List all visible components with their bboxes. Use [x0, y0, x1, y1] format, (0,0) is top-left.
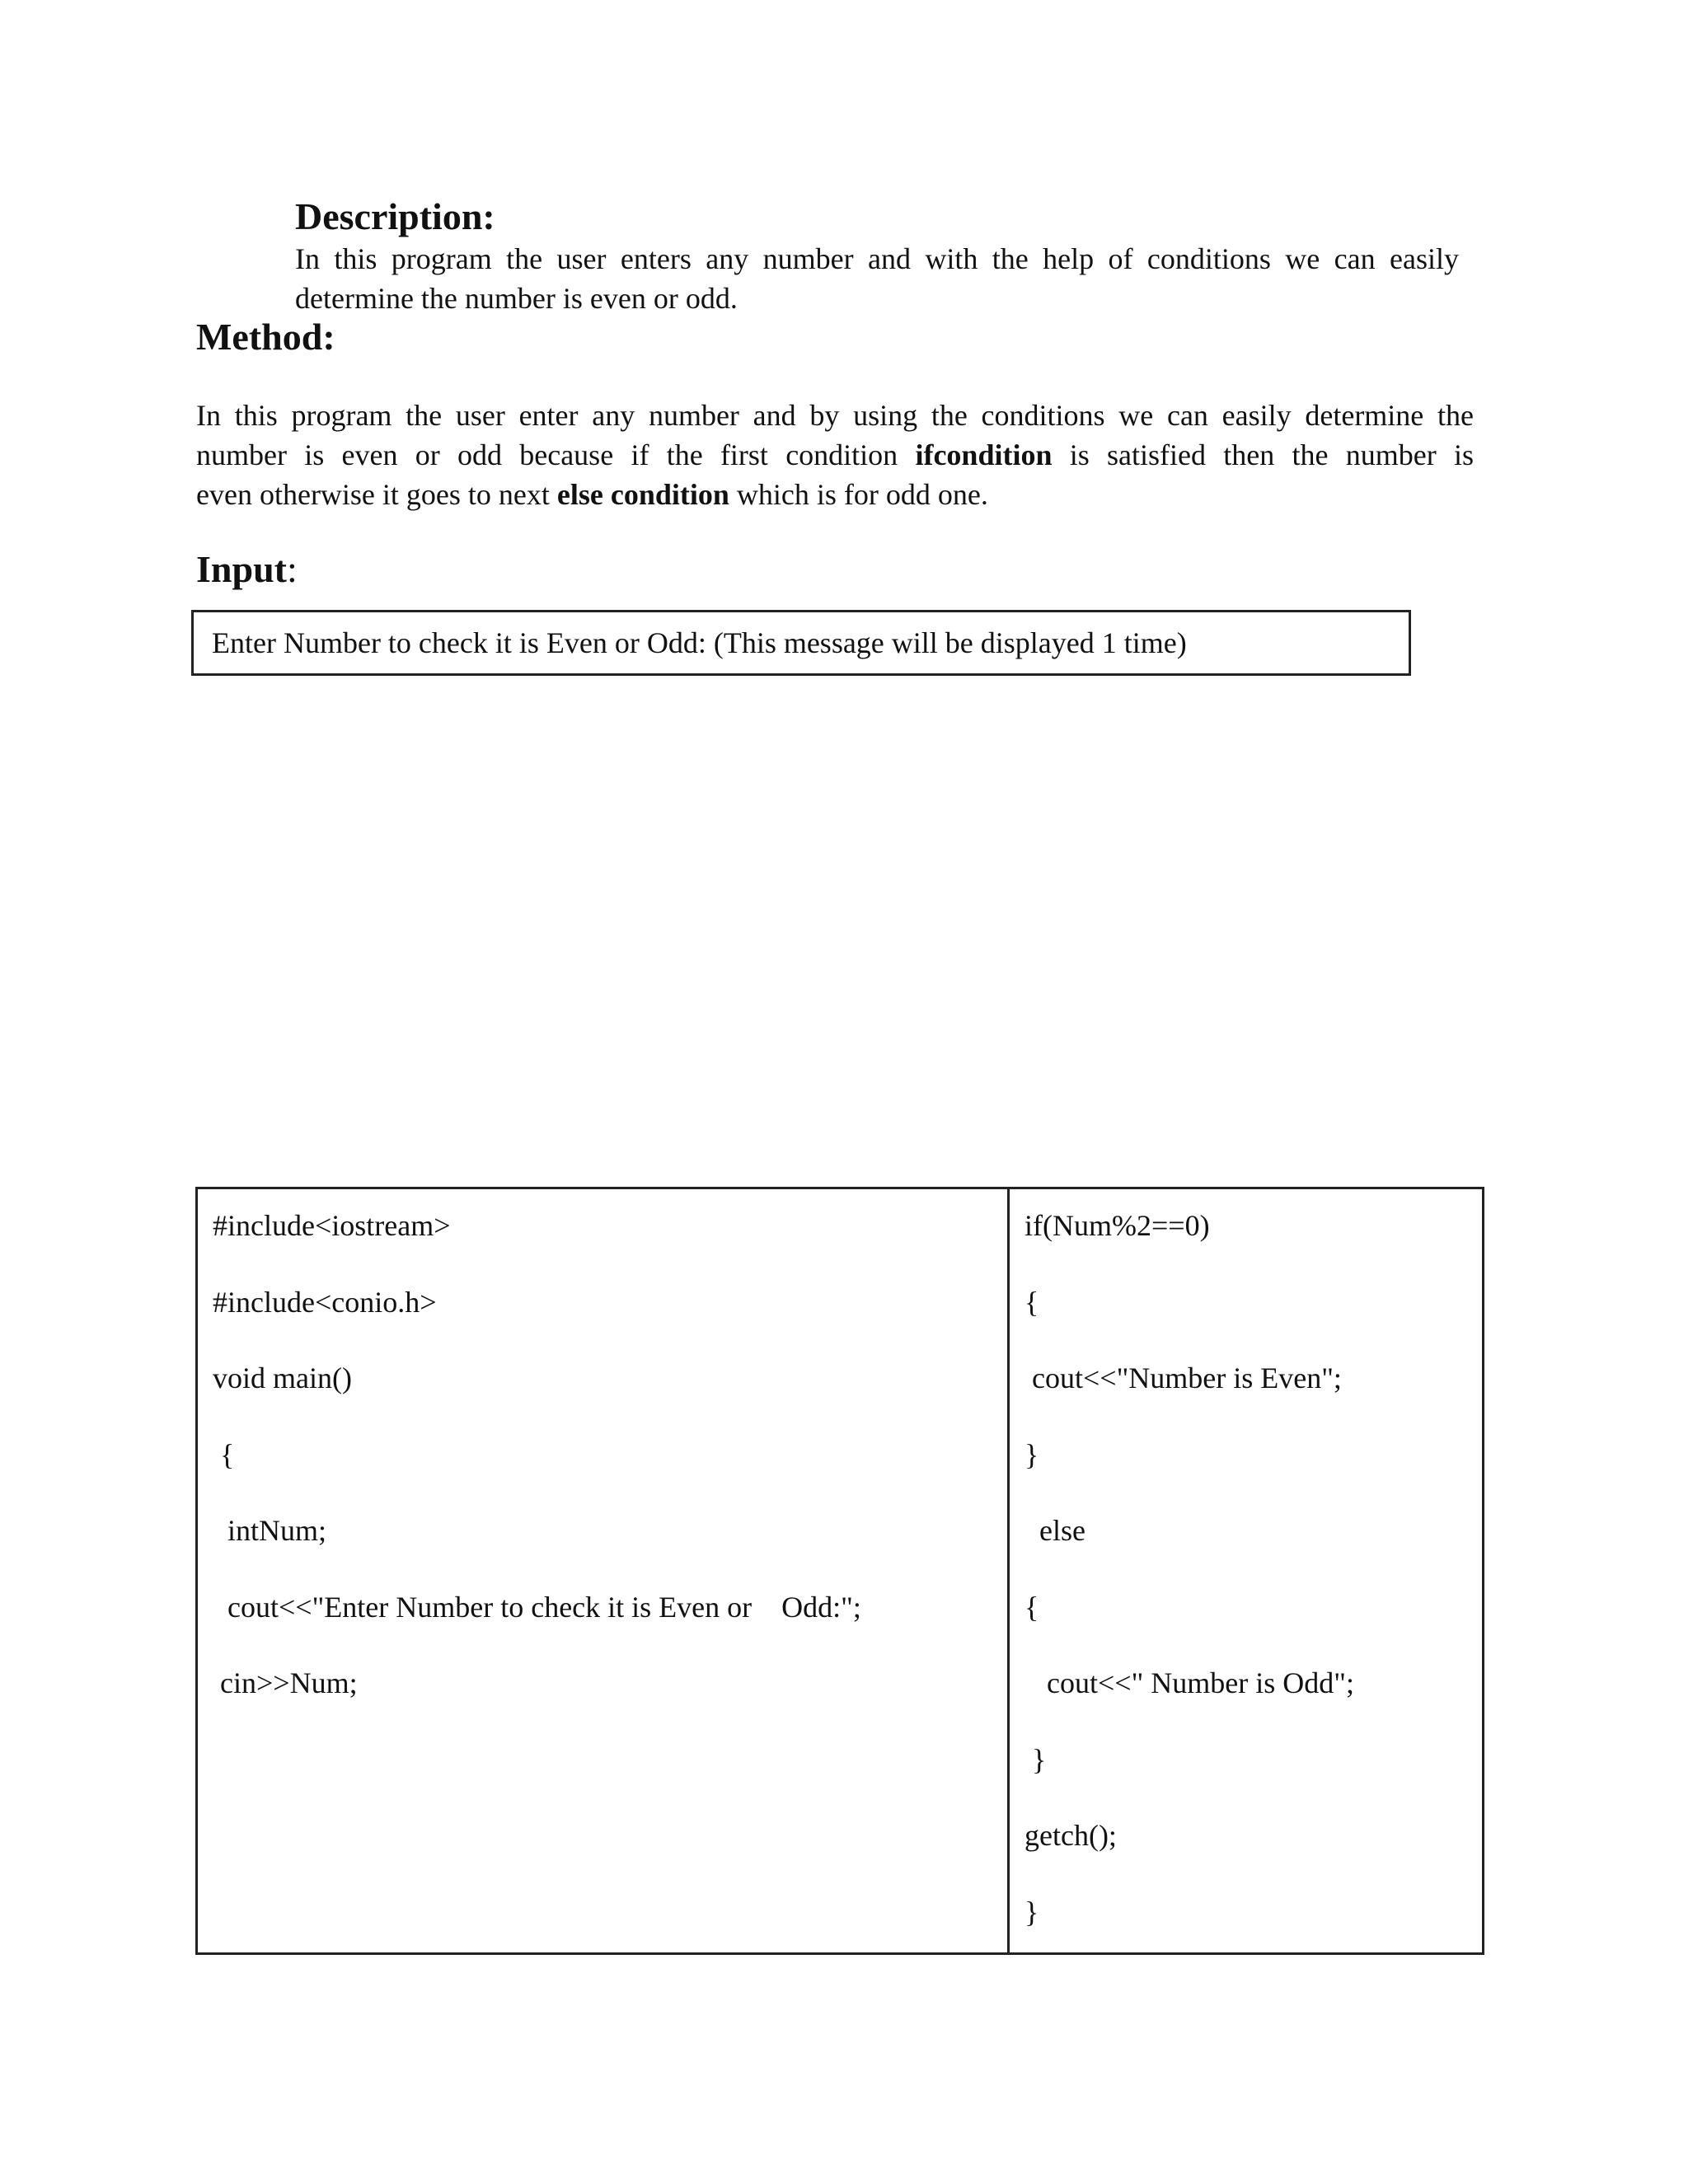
code-left-line-7: cin>>Num; [213, 1666, 358, 1699]
description-line-2: determine the number is even or odd. [295, 282, 738, 315]
description-paragraph [295, 239, 1459, 318]
method-line-2 [196, 435, 1474, 475]
code-left-line-5: intNum; [213, 1514, 327, 1547]
input-message-text: Enter Number to check it is Even or Odd: (This message will be displayed 1 time) [212, 626, 1187, 659]
code-left-line-4: { [213, 1438, 235, 1471]
code-left-line-6: cout<<"Enter Number to check it is Even or Odd:"; [213, 1591, 861, 1624]
code-column-divider [1007, 1189, 1010, 1952]
code-left-line-2: #include<conio.h> [213, 1286, 437, 1319]
code-right-line-8: } [1025, 1743, 1047, 1776]
code-right-line-2: { [1025, 1286, 1039, 1319]
input-message-box [191, 610, 1411, 676]
method-keyword-if: ifcondition [915, 438, 1053, 471]
method-line-2-start: number is even or odd because if the first condition [196, 438, 916, 471]
code-right-line-10: } [1025, 1896, 1039, 1929]
description-line-1: In this program the user enters any number and with the help of conditions we can easily [295, 242, 1459, 275]
code-right-line-7: cout<<" Number is Odd"; [1025, 1666, 1354, 1699]
method-paragraph [196, 396, 1474, 514]
method-line-3-end: which is for odd one. [729, 478, 988, 511]
code-table [195, 1187, 1484, 1955]
method-line-1: In this program the user enter any number and by using the conditions we can easily determine the [196, 399, 1474, 432]
method-keyword-else: else condition [556, 478, 729, 511]
code-right-line-9: getch(); [1025, 1819, 1117, 1852]
method-line-2-end: is satisfied then the number is [1052, 438, 1474, 471]
code-right-line-1: if(Num%2==0) [1025, 1209, 1210, 1242]
description-heading: Description: [295, 195, 495, 237]
method-line-3 [196, 475, 1474, 514]
code-right-line-4: } [1025, 1438, 1039, 1471]
input-heading [196, 549, 298, 590]
code-right-line-6: { [1025, 1591, 1039, 1624]
method-heading: Method: [196, 316, 335, 358]
code-left-line-3: void main() [213, 1361, 352, 1394]
code-right-line-5: else [1025, 1514, 1085, 1547]
input-heading-label: Input [196, 548, 287, 590]
method-line-3-start: even otherwise it goes to next [196, 478, 557, 511]
code-right-line-3: cout<<"Number is Even"; [1025, 1361, 1342, 1394]
code-left-line-1: #include<iostream> [213, 1209, 451, 1242]
input-heading-colon: : [286, 548, 298, 590]
